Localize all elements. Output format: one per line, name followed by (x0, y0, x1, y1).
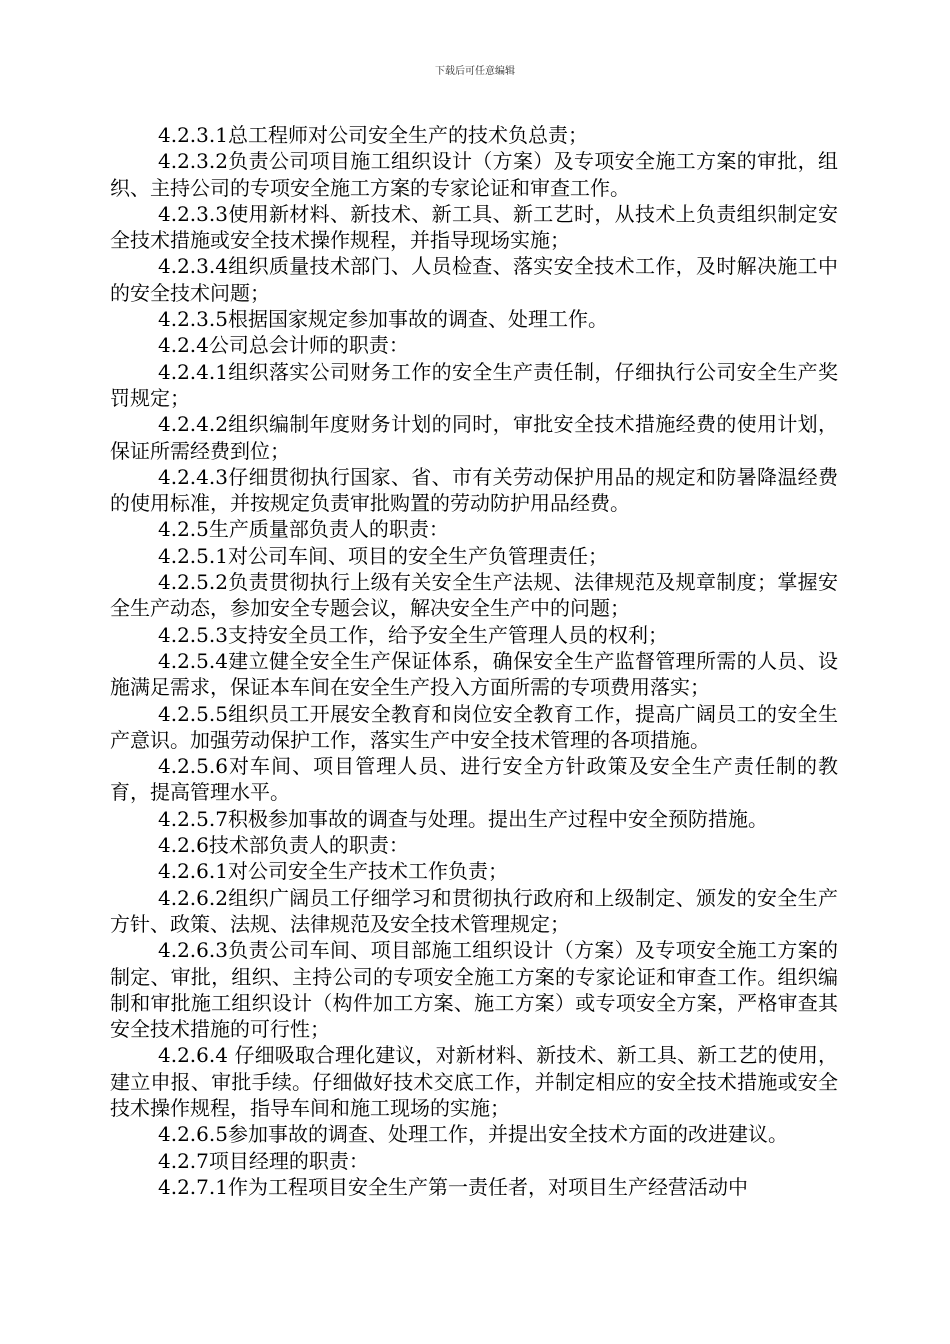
paragraph: 4.2.6.5参加事故的调查、处理工作，并提出安全技术方面的改进建议。 (158, 1122, 788, 1147)
paragraph: 4.2.7.1作为工程项目安全生产第一责任者，对项目生产经营活动中 (158, 1174, 748, 1199)
paragraph: 4.2.5.6对车间、项目管理人员、进行安全方针政策及安全生产责任制的教育，提高管理水平。 (110, 754, 838, 805)
paragraph: 4.2.6.4 仔细吸取合理化建议，对新材料、新技术、新工具、新工艺的使用，建立申报、审批手续。仔细做好技术交底工作，并制定相应的安全技术措施或安全技术操作规程，指导车间和施工现场的实施； (110, 1043, 838, 1120)
paragraph: 4.2.3.3使用新材料、新技术、新工具、新工艺时，从技术上负责组织制定安全技术措施或安全技术操作规程，并指导现场实施； (110, 201, 838, 253)
paragraph: 4.2.3.1总工程师对公司安全生产的技术负总责； (158, 123, 588, 147)
section-heading: 4.2.4公司总会计师的职责： (158, 333, 409, 358)
paragraph: 4.2.4.3仔细贯彻执行国家、省、市有关劳动保护用品的规定和防暑降温经费的使用标准，并按规定负责审批购置的劳动防护用品经费。 (110, 464, 838, 516)
paragraph: 4.2.5.5组织员工开展安全教育和岗位安全教育工作，提高广阔员工的安全生产意识。加强劳动保护工作，落实生产中安全技术管理的各项措施。 (110, 701, 838, 752)
paragraph: 4.2.5.4建立健全安全生产保证体系，确保安全生产监督管理所需的人员、设施满足需求，保证本车间在安全生产投入方面所需的专项费用落实； (110, 648, 838, 700)
paragraph: 4.2.4.1组织落实公司财务工作的安全生产责任制，仔细执行公司安全生产奖罚规定； (110, 359, 838, 410)
paragraph: 4.2.3.2负责公司项目施工组织设计（方案）及专项安全施工方案的审批，组织、主持公司的专项安全施工方案的专家论证和审查工作。 (110, 149, 838, 200)
paragraph: 4.2.3.4组织质量技术部门、人员检查、落实安全技术工作，及时解决施工中的安全技术问题； (110, 254, 838, 305)
section-heading: 4.2.5生产质量部负责人的职责： (158, 517, 449, 542)
section-heading: 4.2.6技术部负责人的职责： (158, 833, 409, 858)
paragraph: 4.2.5.3支持安全员工作，给予安全生产管理人员的权利； (158, 622, 668, 647)
paragraph: 4.2.6.1对公司安全生产技术工作负责； (158, 859, 508, 884)
paragraph: 4.2.6.2组织广阔员工仔细学习和贯彻执行政府和上级制定、颁发的安全生产方针、政策、法规、法律规范及安全技术管理规定； (110, 885, 838, 936)
paragraph: 4.2.3.5根据国家规定参加事故的调查、处理工作。 (158, 307, 608, 332)
page-header: 下载后可任意编辑 (435, 66, 515, 77)
paragraph: 4.2.5.2负责贯彻执行上级有关安全生产法规、法律规范及规章制度；掌握安全生产动态，参加安全专题会议，解决安全生产中的问题； (110, 570, 838, 621)
paragraph: 4.2.6.3负责公司车间、项目部施工组织设计（方案）及专项安全施工方案的制定、审批，组织、主持公司的专项安全施工方案的专家论证和审查工作。组织编制和审批施工组织设计（构件加工方案、施工方案）或专项安全方案，严格审查其安全技术措施的可行性； (110, 938, 838, 1042)
paragraph: 4.2.5.1对公司车间、项目的安全生产负管理责任； (158, 543, 608, 568)
document-body (110, 122, 838, 1200)
section-heading: 4.2.7项目经理的职责： (158, 1148, 369, 1173)
paragraph: 4.2.4.2组织编制年度财务计划的同时，审批安全技术措施经费的使用计划，保证所需经费到位； (110, 412, 838, 463)
paragraph: 4.2.5.7积极参加事故的调查与处理。提出生产过程中安全预防措施。 (158, 806, 768, 831)
